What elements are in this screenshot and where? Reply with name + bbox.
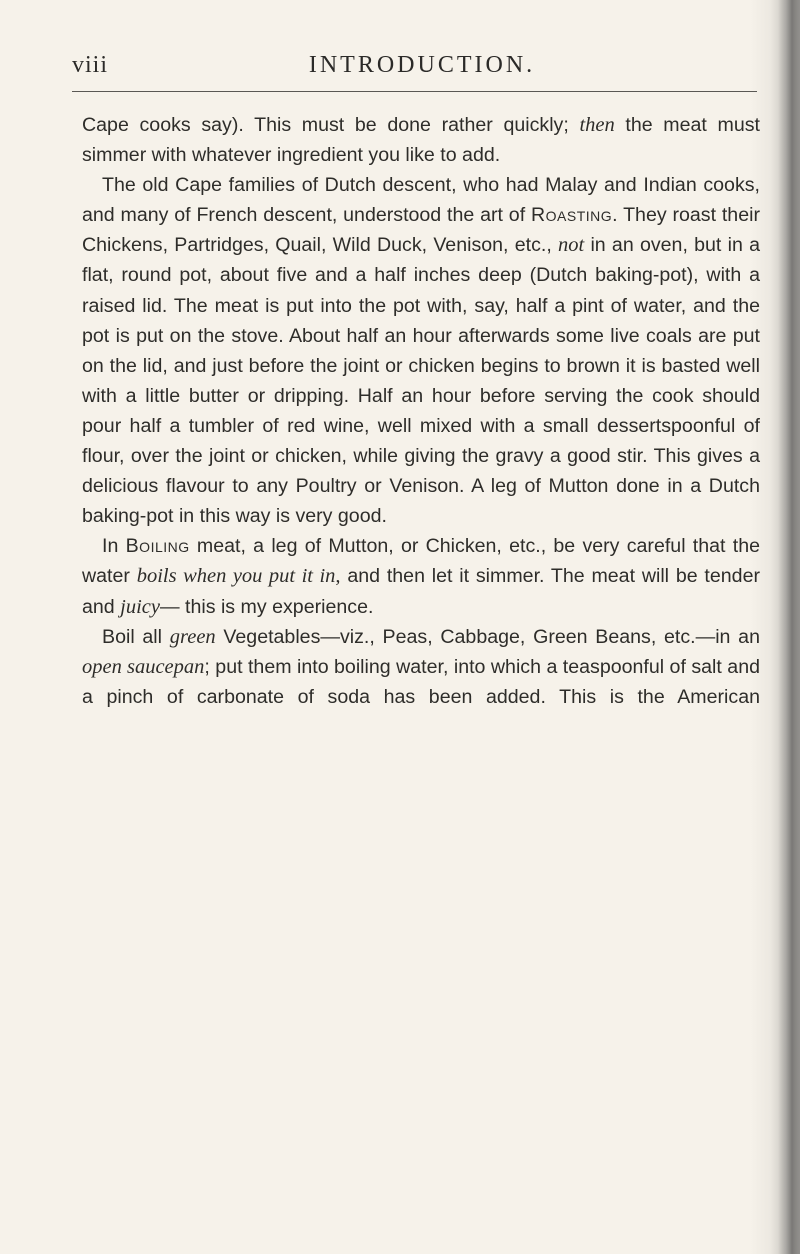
text-run: Vegetables—viz., Peas, Cabbage, Green Beans, etc.—in an	[215, 625, 760, 648]
page-edge-shadow	[778, 0, 800, 1254]
text-run: The old Cape families of Dutch descent, who had Malay and Indian cooks, and many of French descent, understood the art of	[82, 174, 760, 227]
text-run: meat, a leg of Mutton, or Chicken, etc., be very careful that the water	[82, 535, 760, 588]
emphasis-not: not	[558, 234, 585, 257]
emphasis-juicy: juicy	[120, 595, 160, 618]
running-title: INTRODUCTION.	[308, 52, 536, 78]
text-run: and then let it simmer. The meat will be tender and	[82, 565, 760, 618]
text-run: . They roast their Chickens, Partridges, Quail, Wild Duck, Venison, etc.,	[82, 204, 760, 257]
text-run: in an oven, but in a flat, round pot, about five and a half inches deep (Dutch baking-pot), with a raised lid. The meat is put into the pot with, say, half a pint of water, and the pot is put on the stove. About half an hour afterwards some live coals are put on the lid, and just before the joint or chicken begins to brown it is basted well with a little butter or dripping. Half an hour before serving the cook should pour half a tumbler of red wine, well mixed with a small dessertspoonful of flour, over the joint or chicken, while giving the gravy a good stir. This gives a delicious flavour to any Poultry or Venison. A leg of Mutton done in a Dutch baking-pot in this way is very good.	[82, 234, 760, 528]
paragraph-cape-cooks	[82, 110, 760, 170]
page-number: viii	[72, 52, 109, 78]
text-run: ; put them into boiling water, into which a teaspoonful of salt and a pinch of carbonate of soda has been added. This is the American	[82, 655, 760, 708]
paragraph-roasting	[82, 170, 760, 531]
header-rule	[72, 91, 757, 92]
body-text	[82, 110, 760, 712]
emphasis-green: green	[169, 625, 216, 648]
small-caps-roasting: Roasting	[530, 204, 613, 227]
text-run: the meat must simmer with whatever ingredient you like to add.	[82, 114, 760, 167]
text-run: Boil all	[102, 625, 170, 648]
emphasis-boils: boils when you put it in,	[136, 565, 341, 588]
emphasis-then: then	[579, 114, 615, 136]
paragraph-boiling	[82, 531, 760, 621]
running-head	[72, 52, 762, 84]
text-run: In	[102, 535, 126, 558]
small-caps-boiling: Boiling	[125, 535, 190, 558]
text-run: — this is my experience.	[159, 595, 374, 618]
emphasis-open-saucepan: open saucepan	[82, 655, 205, 678]
text-run: Cape cooks say). This must be done rather quickly;	[82, 114, 580, 136]
paragraph-vegetables	[82, 622, 760, 712]
